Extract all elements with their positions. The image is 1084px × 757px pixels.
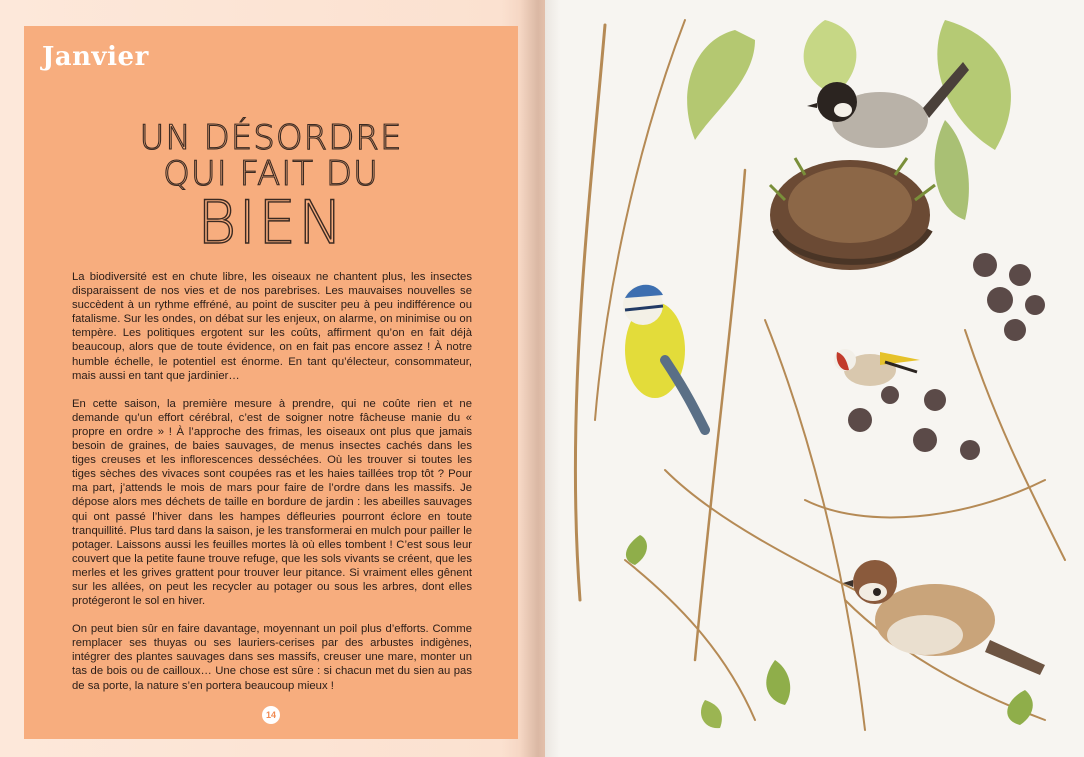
sunflower-head-icon — [770, 158, 935, 270]
paragraph-1: La biodiversité est en chute libre, les oiseaux ne chantent plus, les insectes disparaissent de nos vies et de nos parebrises. Les mauvaises nouvelles se succèdent à un rythme effréné, au point de susciter peu à peu indifférence ou fatalisme. Sur les ondes, on débat sur les enjeux, on alarme, on minimise ou on tempère. Les politiques ergotent sur les coûts, affirment qu’on en fait déjà beaucoup, alors que de toute évidence, on en fait pas encore assez ! À notre humble échelle, le potentiel est énorme. En tant qu’électeur, consommateur, mais aussi en tant que jardinier… — [72, 271, 472, 382]
headline-line-1: UN DÉSORDRE — [139, 118, 403, 158]
paragraph-2: En cette saison, la première mesure à prendre, qui ne coûte rien et ne demande qu’un effort cérébral, c’est de soigner notre fâcheuse manie du « propre en ordre » ! À l’approche des frimas, les oiseaux ont plus que jamais besoin de graines, de baies sauvages, de menus insectes cachés dans les tiges creuses et les inflorescences desséchées. Où les trouver si toutes les tiges sèches des vivaces sont coupées ras et les haies taillées trop tôt ? Pour ma part, j’attends le mois de mars pour faire de l’ordre dans les massifs. Je dépose alors mes déchets de taille en bordure de jardin : les abeilles sauvages qui ont passé l’hiver dans les hampes défleuries pourront éclore en toute tranquillité. Plus tard dans la saison, je les transformerai en mulch pour pailler le potager. Laissons aussi les feuilles mortes là où elles tombent ! C’est sous leur couvert que la petite faune trouve refuge, que les sols vivants se créent, que les merles et les grives grattent pour trouver leur pitance. Si vraiment elles gênent sur les allées, on peut les recycler au potager ou sous les arbres, dont elles protégeront le sol en hiver. — [72, 397, 472, 608]
page-number: 14 — [262, 706, 280, 724]
tree-sparrow-icon — [843, 560, 1045, 675]
month-heading: Janvier — [42, 42, 149, 72]
blue-tit-icon — [623, 285, 705, 430]
text-panel — [24, 26, 518, 739]
book-gutter-shadow — [520, 0, 560, 757]
headline-line-3: BIEN — [197, 188, 345, 258]
article-body — [72, 270, 472, 707]
goldfinch-icon — [834, 349, 920, 386]
paragraph-3: On peut bien sûr en faire davantage, moyennant un poil plus d’efforts. Comme remplacer ses thuyas ou ses lauriers-cerises par des arbustes indigènes, intégrer des plantes sauvages dans ses massifs, creuser une mare, monter un tas de bois ou de cailloux… Une chose est sûre : si chacun met du sien au pas de sa porte, la nature s’en portera beaucoup mieux ! — [72, 623, 472, 692]
bird-illustration — [545, 0, 1084, 757]
right-page — [545, 0, 1084, 757]
headline-line-2: QUI FAIT DU — [163, 154, 379, 194]
